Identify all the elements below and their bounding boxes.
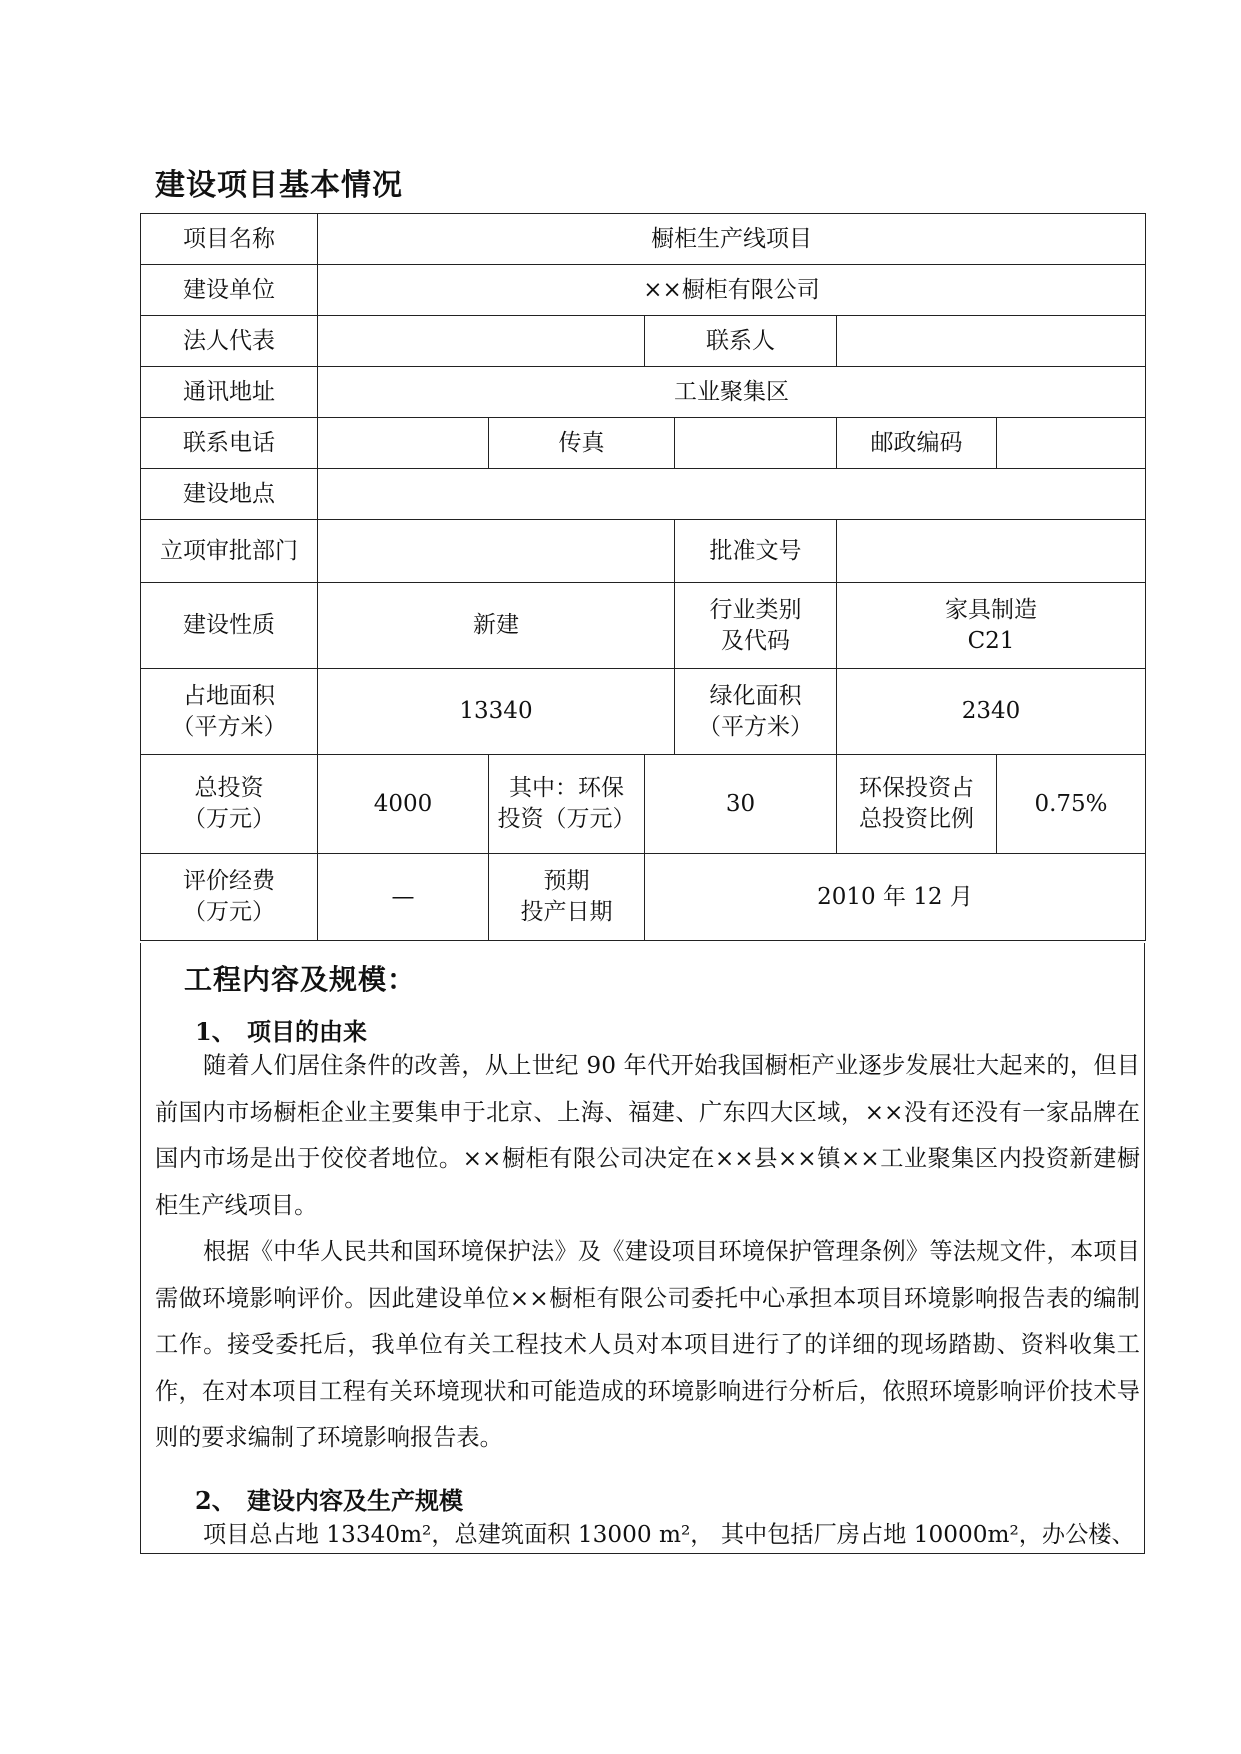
project-content-section (140, 943, 1145, 1554)
fax-label: 传真 (489, 418, 675, 469)
land-area-label: 占地面积 （平方米） (141, 669, 318, 755)
subheading-origin-number: 1、 (195, 1017, 236, 1046)
approval-no-label: 批准文号 (675, 520, 837, 583)
contact-label: 联系人 (645, 316, 837, 367)
row-phone (141, 418, 1146, 469)
row-area (141, 669, 1146, 755)
row-nature (141, 583, 1146, 669)
prod-date-label: 预期 投产日期 (489, 854, 645, 941)
green-area-value[interactable]: 2340 (837, 669, 1146, 755)
legal-rep-label: 法人代表 (141, 316, 318, 367)
row-address (141, 367, 1146, 418)
builder-label: 建设单位 (141, 265, 318, 316)
land-area-value[interactable]: 13340 (318, 669, 675, 755)
paragraph-origin: 随着人们居住条件的改善，从上世纪 90 年代开始我国橱柜产业逐步发展壮大起来的，但目前国内市场橱柜企业主要集申于北京、上海、福建、广东四大区域，××没有还没有一家品牌在国内市场是出于佼佼者地位。××橱柜有限公司决定在××县××镇××工业聚集区内投资新建橱柜生产线项目。 (155, 1052, 1140, 1219)
row-project-name (141, 214, 1146, 265)
project-name-value[interactable]: 橱柜生产线项目 (318, 214, 1146, 265)
subheading-origin (195, 1012, 367, 1047)
env-invest-label: 其中：环保 投资（万元） (489, 755, 645, 854)
paragraph-scale: 项目总占地 13340m²，总建筑面积 13000 m²， 其中包括厂房占地 10000m²，办公楼、 (203, 1521, 1135, 1548)
prod-date-value[interactable]: 2010 年 12 月 (645, 854, 1146, 941)
eval-fee-value[interactable]: — (318, 854, 489, 941)
total-invest-label: 总投资 （万元） (141, 755, 318, 854)
green-area-label: 绿化面积 （平方米） (675, 669, 837, 755)
total-invest-value[interactable]: 4000 (318, 755, 489, 854)
eval-fee-label: 评价经费 （万元） (141, 854, 318, 941)
subheading-origin-text: 项目的由来 (247, 1017, 367, 1046)
industry-label: 行业类别 及代码 (675, 583, 837, 669)
phone-value[interactable] (318, 418, 489, 469)
approval-no-value[interactable] (837, 520, 1146, 583)
paragraph-basis: 根据《中华人民共和国环境保护法》及《建设项目环境保护管理条例》等法规文件，本项目需做环境影响评价。因此建设单位××橱柜有限公司委托中心承担本项目环境影响报告表的编制工作。接受委托后，我单位有关工程技术人员对本项目进行了的详细的现场踏勘、资料收集工作，在对本项目工程有关环境现状和可能造成的环境影响进行分析后，依照环境影响评价技术导则的要求编制了环境影响报告表。 (155, 1238, 1140, 1451)
builder-value[interactable]: ××橱柜有限公司 (318, 265, 1146, 316)
nature-value[interactable]: 新建 (318, 583, 675, 669)
approval-dept-value[interactable] (318, 520, 675, 583)
page-title: 建设项目基本情况 (155, 168, 403, 203)
section-title: 工程内容及规模： (184, 963, 417, 996)
env-invest-value[interactable]: 30 (645, 755, 837, 854)
row-approval (141, 520, 1146, 583)
approval-dept-label: 立项审批部门 (141, 520, 318, 583)
row-site (141, 469, 1146, 520)
row-eval (141, 854, 1146, 941)
row-builder (141, 265, 1146, 316)
postcode-value[interactable] (997, 418, 1146, 469)
site-value[interactable] (318, 469, 1146, 520)
legal-rep-value[interactable] (318, 316, 645, 367)
row-investment (141, 755, 1146, 854)
project-info-table (140, 213, 1146, 941)
phone-label: 联系电话 (141, 418, 318, 469)
subheading-scale-number: 2、 (195, 1486, 236, 1515)
address-label: 通讯地址 (141, 367, 318, 418)
env-ratio-value[interactable]: 0.75% (997, 755, 1146, 854)
row-legal-rep (141, 316, 1146, 367)
subheading-scale-text: 建设内容及生产规模 (247, 1486, 463, 1515)
env-ratio-label: 环保投资占 总投资比例 (837, 755, 997, 854)
project-name-label: 项目名称 (141, 214, 318, 265)
address-value[interactable]: 工业聚集区 (318, 367, 1146, 418)
fax-value[interactable] (675, 418, 837, 469)
nature-label: 建设性质 (141, 583, 318, 669)
contact-value[interactable] (837, 316, 1146, 367)
industry-value[interactable]: 家具制造 C21 (837, 583, 1146, 669)
postcode-label: 邮政编码 (837, 418, 997, 469)
site-label: 建设地点 (141, 469, 318, 520)
subheading-scale (195, 1481, 463, 1516)
